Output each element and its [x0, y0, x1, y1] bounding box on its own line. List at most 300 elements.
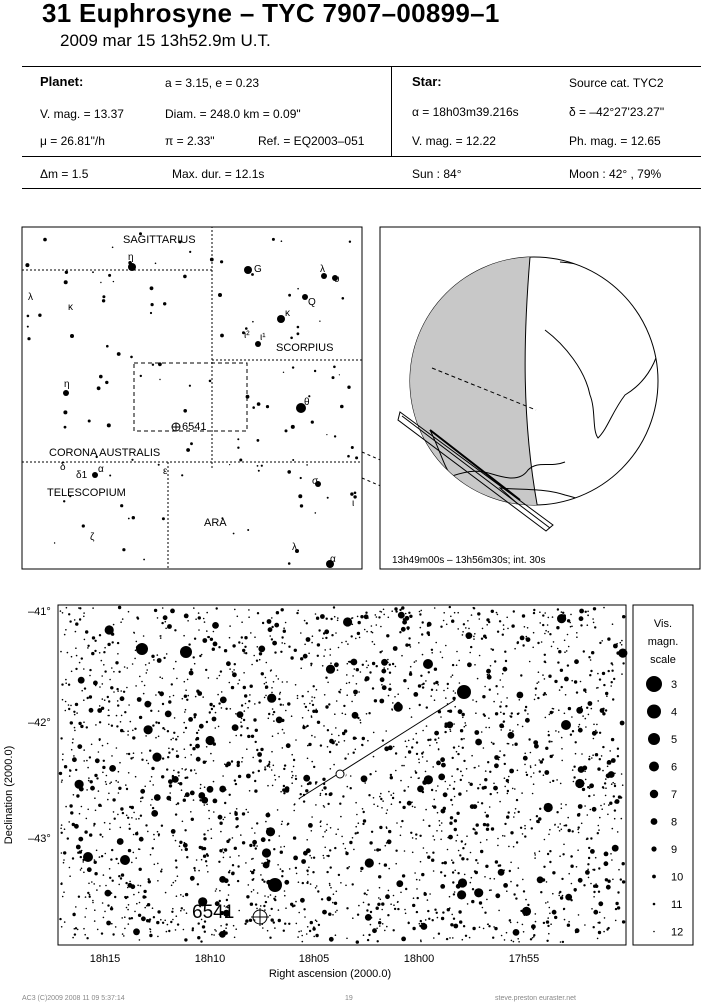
chart-star	[280, 851, 283, 854]
chart-star	[459, 854, 461, 856]
chart-star	[253, 655, 255, 657]
chart-star	[337, 620, 339, 622]
ra-tick-1815: 18h15	[89, 953, 121, 965]
chart-star	[269, 762, 271, 764]
chart-star	[70, 705, 72, 707]
chart-star	[154, 864, 156, 866]
chart-star	[433, 682, 435, 684]
chart-star	[311, 735, 313, 737]
chart-star	[466, 790, 468, 792]
chart-star	[329, 739, 334, 744]
chart-star	[393, 904, 395, 906]
chart-star	[156, 921, 159, 924]
chart-star	[103, 760, 105, 762]
chart-star	[445, 781, 447, 783]
ra-tick-1805: 18h05	[298, 953, 330, 965]
label-telescopium: TELESCOPIUM	[47, 487, 126, 499]
chart-star	[462, 717, 464, 719]
chart-star	[63, 859, 65, 861]
chart-star	[533, 934, 535, 936]
chart-star	[357, 632, 360, 635]
chart-star	[502, 725, 504, 727]
chart-star	[570, 865, 573, 868]
chart-star	[218, 726, 220, 728]
scale-mag-label: 3	[671, 679, 678, 691]
chart-star	[303, 800, 305, 802]
chart-star	[480, 850, 483, 853]
finder-star	[102, 299, 105, 302]
chart-star	[419, 835, 421, 837]
chart-star	[183, 722, 185, 724]
chart-star	[474, 831, 477, 834]
finder-star	[298, 494, 302, 498]
chart-star	[506, 779, 509, 782]
chart-star	[138, 914, 141, 917]
chart-star	[588, 656, 590, 658]
chart-star	[224, 649, 227, 652]
chart-star	[611, 681, 613, 683]
chart-star	[497, 693, 499, 695]
chart-star	[438, 737, 440, 739]
chart-star	[435, 642, 437, 644]
chart-star	[304, 703, 306, 705]
chart-star	[425, 771, 427, 773]
chart-star	[184, 695, 187, 698]
chart-star	[324, 831, 326, 833]
chart-star	[144, 896, 146, 898]
chart-star	[168, 700, 171, 703]
chart-star	[447, 849, 449, 851]
chart-star	[99, 885, 101, 887]
chart-star	[91, 744, 93, 746]
chart-star	[302, 695, 304, 697]
chart-star	[544, 770, 549, 775]
chart-star	[433, 870, 435, 872]
chart-star	[593, 896, 595, 898]
chart-star	[193, 713, 196, 716]
chart-star	[425, 919, 427, 921]
chart-star	[214, 929, 216, 931]
chart-star	[597, 832, 599, 834]
chart-star	[322, 665, 324, 667]
chart-star	[394, 696, 396, 698]
chart-star	[366, 713, 368, 715]
chart-star	[597, 767, 600, 770]
chart-star	[621, 644, 623, 646]
chart-star	[217, 694, 219, 696]
finder-star	[143, 559, 145, 561]
chart-star	[408, 922, 410, 924]
chart-star	[317, 721, 320, 724]
chart-star	[408, 786, 410, 788]
chart-star	[79, 607, 81, 609]
chart-star	[442, 911, 444, 913]
greek-epsilon: ε	[163, 466, 168, 477]
finder-star	[290, 337, 293, 340]
chart-star	[362, 823, 364, 825]
chart-star	[192, 927, 194, 929]
chart-star	[471, 877, 473, 879]
chart-star	[568, 829, 571, 832]
scale-dot	[648, 733, 660, 745]
chart-star	[118, 884, 120, 886]
chart-star	[507, 628, 509, 630]
chart-star	[346, 674, 348, 676]
chart-star	[518, 941, 520, 943]
chart-star	[405, 740, 407, 742]
chart-star	[276, 675, 278, 677]
chart-star	[565, 824, 567, 826]
chart-star	[330, 662, 332, 664]
chart-star	[197, 936, 200, 939]
chart-star	[68, 821, 70, 823]
chart-star	[535, 764, 537, 766]
chart-star	[581, 753, 583, 755]
chart-star	[511, 624, 514, 627]
chart-star	[472, 699, 474, 701]
chart-star	[128, 923, 130, 925]
chart-star	[173, 732, 175, 734]
chart-star	[157, 863, 159, 865]
chart-star	[322, 910, 327, 915]
chart-star	[294, 804, 296, 806]
chart-star	[587, 615, 589, 617]
chart-star	[524, 753, 526, 755]
chart-star	[432, 766, 434, 768]
chart-star	[481, 731, 483, 733]
chart-star	[64, 634, 66, 636]
chart-star	[108, 793, 110, 795]
chart-star	[401, 765, 403, 767]
chart-star	[312, 927, 315, 930]
chart-star	[447, 908, 450, 911]
chart-star	[250, 632, 252, 634]
chart-star	[518, 867, 520, 869]
chart-star	[432, 919, 434, 921]
chart-star	[210, 828, 212, 830]
chart-star	[532, 647, 534, 649]
chart-star	[379, 651, 381, 653]
chart-star	[602, 708, 604, 710]
chart-star	[448, 835, 453, 840]
chart-star	[551, 741, 553, 743]
chart-star	[587, 869, 589, 871]
chart-star	[330, 768, 332, 770]
chart-star	[312, 704, 314, 706]
chart-star	[172, 738, 174, 740]
scale-dot	[650, 790, 658, 798]
chart-star	[573, 781, 575, 783]
chart-star	[151, 767, 154, 770]
chart-star	[622, 784, 624, 786]
chart-star	[94, 920, 96, 922]
chart-star	[531, 827, 533, 829]
chart-star	[416, 741, 418, 743]
chart-star	[105, 781, 107, 783]
chart-star	[118, 792, 120, 794]
chart-star	[179, 841, 182, 844]
chart-star	[120, 807, 123, 810]
chart-star	[322, 778, 325, 781]
chart-star	[221, 691, 223, 693]
chart-star	[68, 708, 70, 710]
chart-star	[470, 804, 475, 809]
chart-star	[118, 771, 120, 773]
chart-star	[306, 622, 308, 624]
chart-star	[443, 620, 445, 622]
chart-star	[220, 697, 227, 704]
chart-star	[185, 757, 187, 759]
chart-star	[567, 924, 570, 927]
chart-star	[316, 921, 318, 923]
finder-star	[131, 459, 133, 461]
chart-star	[512, 744, 514, 746]
chart-star	[133, 834, 135, 836]
chart-star	[374, 644, 376, 646]
chart-star	[554, 680, 557, 683]
chart-star	[283, 792, 285, 794]
greek-kappa2: κ	[68, 302, 73, 313]
chart-star	[293, 810, 295, 812]
chart-star	[215, 727, 217, 729]
chart-star	[117, 814, 119, 816]
chart-star	[197, 883, 199, 885]
star-ra: α = 18h03m39.216s	[412, 105, 519, 119]
event-dm: Δm = 1.5	[40, 167, 89, 181]
chart-star	[308, 781, 311, 784]
chart-star	[356, 814, 358, 816]
chart-star	[139, 939, 141, 941]
chart-star	[153, 839, 155, 841]
chart-star	[365, 914, 372, 921]
finder-star	[209, 380, 212, 383]
chart-star	[392, 663, 394, 665]
chart-star	[212, 622, 219, 629]
chart-star	[410, 646, 412, 648]
chart-star	[151, 810, 158, 817]
chart-star	[395, 666, 397, 668]
chart-star	[467, 903, 469, 905]
chart-star	[89, 695, 92, 698]
chart-star	[407, 801, 412, 806]
chart-star	[115, 780, 117, 782]
chart-star	[295, 867, 297, 869]
chart-star	[186, 699, 188, 701]
chart-star	[509, 919, 511, 921]
chart-star	[558, 895, 560, 897]
chart-star	[232, 644, 235, 647]
chart-star	[564, 640, 566, 642]
chart-star	[560, 783, 562, 785]
chart-star	[222, 791, 224, 793]
chart-star	[440, 757, 445, 762]
chart-star	[283, 785, 285, 787]
chart-star	[291, 782, 293, 784]
chart-star	[106, 783, 108, 785]
chart-star	[395, 610, 397, 612]
chart-star	[489, 890, 491, 892]
chart-star	[556, 626, 559, 629]
chart-star	[240, 725, 242, 727]
chart-star	[324, 694, 326, 696]
chart-star	[598, 901, 603, 906]
chart-star	[389, 664, 391, 666]
chart-star	[513, 816, 515, 818]
chart-star	[274, 899, 276, 901]
chart-star	[506, 617, 508, 619]
earth-globe-panel	[380, 227, 700, 569]
chart-star	[393, 929, 395, 931]
chart-star	[115, 858, 117, 860]
chart-star	[267, 785, 269, 787]
chart-star	[300, 930, 302, 932]
chart-star	[549, 850, 551, 852]
chart-star	[593, 738, 595, 740]
chart-star	[577, 849, 579, 851]
chart-star	[454, 612, 456, 614]
chart-star	[621, 673, 623, 675]
chart-star	[599, 912, 601, 914]
chart-star	[90, 786, 95, 791]
chart-star	[522, 726, 524, 728]
chart-star	[502, 686, 504, 688]
chart-star	[196, 757, 201, 762]
chart-star	[161, 869, 163, 871]
chart-star	[141, 916, 146, 921]
chart-star	[316, 781, 318, 783]
chart-star	[107, 643, 110, 646]
chart-star	[74, 730, 76, 732]
chart-star	[121, 873, 124, 876]
chart-star	[595, 753, 598, 756]
finder-star	[311, 421, 314, 424]
chart-star	[140, 885, 142, 887]
chart-star	[271, 908, 273, 910]
chart-star	[265, 682, 267, 684]
chart-star	[295, 684, 297, 686]
chart-star	[307, 691, 309, 693]
chart-star	[251, 664, 253, 666]
chart-star	[72, 857, 74, 859]
greek-alpha: α	[98, 464, 104, 475]
chart-star	[311, 830, 313, 832]
chart-star	[154, 794, 161, 801]
greek-upsilon: υ	[334, 274, 340, 285]
chart-star	[117, 642, 119, 644]
chart-star	[284, 895, 286, 897]
chart-star	[284, 890, 286, 892]
chart-star	[415, 833, 417, 835]
chart-star	[206, 612, 208, 614]
chart-star	[117, 781, 119, 783]
chart-star	[620, 721, 625, 726]
chart-star	[266, 859, 268, 861]
chart-star	[71, 671, 73, 673]
chart-star	[462, 747, 464, 749]
chart-star	[198, 616, 201, 619]
chart-star	[259, 759, 262, 762]
chart-star	[486, 828, 489, 831]
chart-star	[584, 805, 586, 807]
chart-star	[400, 892, 402, 894]
chart-star	[584, 771, 586, 773]
chart-star	[577, 813, 580, 816]
chart-star	[346, 907, 348, 909]
chart-star	[381, 669, 386, 674]
chart-star	[304, 916, 306, 918]
chart-star	[312, 635, 314, 637]
chart-star	[98, 751, 100, 753]
chart-star	[93, 883, 95, 885]
chart-star	[213, 705, 215, 707]
chart-star	[336, 700, 338, 702]
chart-star	[132, 730, 134, 732]
chart-star	[452, 804, 454, 806]
chart-star	[308, 867, 310, 869]
chart-star	[599, 758, 601, 760]
chart-star	[76, 712, 78, 714]
chart-star	[565, 694, 567, 696]
chart-star	[597, 922, 599, 924]
chart-star	[146, 672, 148, 674]
chart-star	[482, 786, 485, 789]
chart-star	[228, 663, 230, 665]
chart-star	[336, 910, 338, 912]
chart-star	[582, 788, 585, 791]
chart-star	[528, 738, 530, 740]
scale-dot	[647, 705, 661, 719]
chart-star	[386, 827, 388, 829]
chart-star	[253, 889, 255, 891]
chart-star	[75, 622, 78, 625]
chart-star	[561, 748, 563, 750]
chart-star	[87, 867, 92, 872]
finder-star	[233, 533, 235, 535]
chart-star	[359, 637, 361, 639]
chart-star	[412, 904, 415, 907]
chart-star	[395, 752, 397, 754]
chart-star	[103, 917, 105, 919]
chart-star	[202, 925, 205, 928]
chart-star	[510, 881, 512, 883]
chart-star	[547, 853, 549, 855]
chart-star	[296, 923, 298, 925]
chart-star	[587, 863, 589, 865]
chart-star	[358, 691, 360, 693]
chart-star	[276, 611, 279, 614]
chart-star	[473, 638, 475, 640]
chart-star	[386, 842, 388, 844]
chart-star	[184, 777, 186, 779]
globe-caption: 13h49m00s – 13h56m30s; int. 30s	[392, 555, 546, 566]
chart-star	[456, 812, 459, 815]
chart-star	[216, 678, 218, 680]
chart-star	[510, 862, 512, 864]
chart-star	[532, 937, 534, 939]
chart-star	[250, 870, 252, 872]
chart-star	[248, 884, 250, 886]
chart-star	[581, 823, 583, 825]
chart-star	[86, 789, 88, 791]
chart-star	[491, 827, 494, 830]
chart-star	[157, 910, 160, 913]
ra-tick-1755: 17h55	[508, 953, 540, 965]
finder-star	[283, 372, 284, 373]
chart-star	[583, 650, 585, 652]
chart-star	[419, 704, 421, 706]
chart-star	[600, 805, 602, 807]
chart-star	[82, 861, 84, 863]
